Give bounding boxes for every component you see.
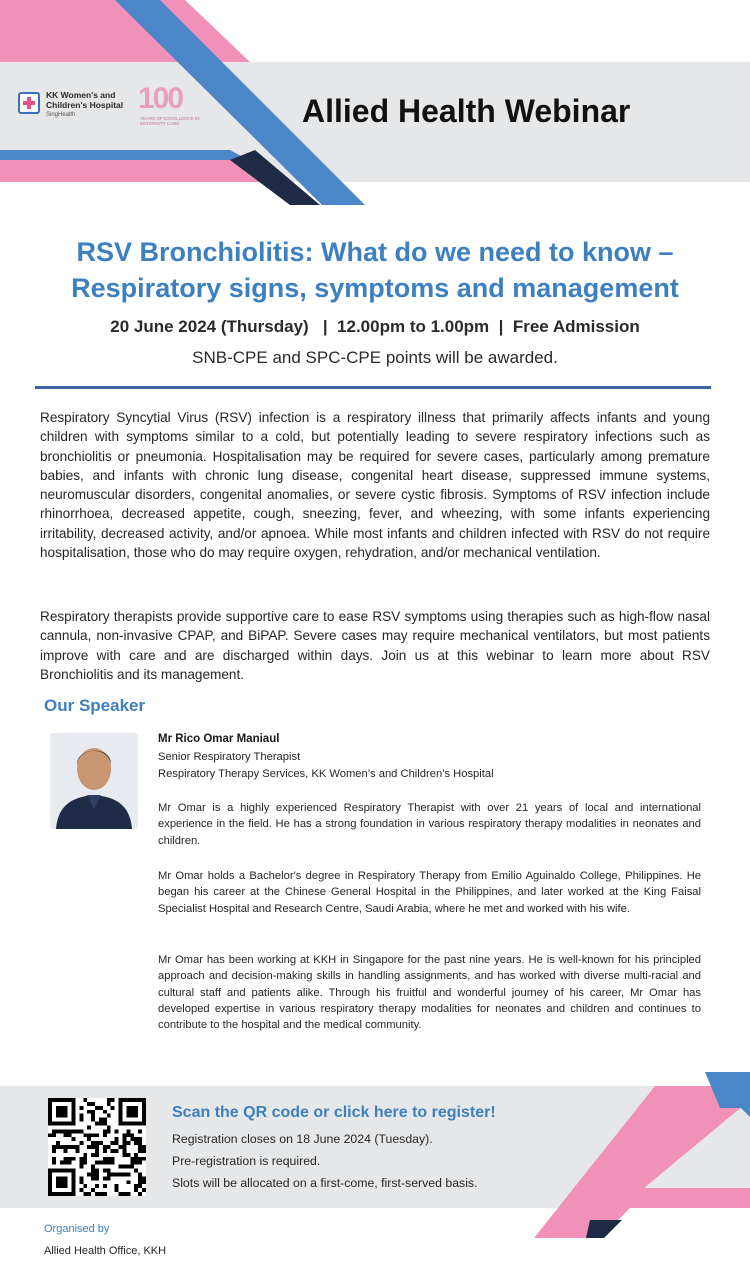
organiser-name: Allied Health Office, KKH (44, 1245, 167, 1257)
centenary-text: YEARS OF EXCELLENCE IN MATERNITY CARE (140, 116, 200, 126)
slots-note: Slots will be allocated on a first-come, first-served basis. (172, 1176, 478, 1190)
register-link[interactable]: Scan the QR code or click here to register! (172, 1104, 496, 1121)
event-title: RSV Bronchiolitis: What do we need to know – Respiratory signs, symptoms and management (71, 237, 679, 303)
footer-decoration (530, 1072, 750, 1238)
speaker-role: Senior Respiratory Therapist (158, 751, 301, 763)
section-divider (35, 386, 711, 389)
intro-paragraph: Respiratory Syncytial Virus (RSV) infection is a respiratory illness that primarily affects infants and young children with symptoms similar to a cold, but potentially leading to severe respiratory infections such as bronchiolitis or pneumonia. Hospitalisation may be required for severe cases, particularly among premature babies, and infants with chronic lung disease, congenital heart disease, suppressed immune systems, neuromuscular disorders, congenital anomalies, or severe cystic fibrosis. Symptoms of RSV infection include rhinorrhoea, decreased appetite, cough, sneezing, fever, and wheezing, with some infants experiencing irritability, decreased activity, and/or apnoea. While most infants and children infected with RSV do not require hospitalisation, those who do may require oxygen, rehydration, and/or mechanical ventilation. (40, 410, 710, 561)
speaker-bio-1: Mr Omar is a highly experienced Respiratory Therapist with over 21 years of local and international experience in the field. He has a strong foundation in various respiratory therapy modalities in neonates and children. (158, 802, 701, 847)
speaker-bio-3: Mr Omar has been working at KKH in Singapore for the past nine years. He is well-known for his principled approach and decision-making skills in handling assignments, and has worked with diverse multi-racial and cultural staff and patients alike. Through his fruitful and wonderful journey of his career, Mr Omar has developed expertise in various respiratory therapy modalities for neonates and children and continues to contribute to the hospital and the medical community. (158, 954, 701, 1032)
centenary-logo (138, 82, 210, 130)
organised-by-label: Organised by (44, 1223, 110, 1235)
therapy-paragraph: Respiratory therapists provide supportive care to ease RSV symptoms using therapies such as high-flow nasal cannula, non-invasive CPAP, and BiPAP. Severe cases may require mechanical ventilators, but most patients improve with care and are discharged within days. Join us at this webinar to learn more about RSV Bronchiolitis and its management. (40, 609, 710, 682)
registration-deadline: Registration closes on 18 June 2024 (Tuesday). (172, 1132, 433, 1146)
speaker-department: Respiratory Therapy Services, KK Women’s and Children’s Hospital (158, 768, 494, 780)
speaker-bio-2: Mr Omar holds a Bachelor's degree in Respiratory Therapy from Emilio Aguinaldo College, Philippines. He began his career at the Chinese General Hospital in the Philippines, and later worked at the King Faisal Specialist Hospital and Research Centre, Saudi Arabia, where he met and worked with his wife. (158, 870, 701, 915)
speaker-photo (50, 733, 138, 829)
kkh-logo (18, 90, 128, 122)
registration-qr-code[interactable] (48, 1098, 146, 1196)
speaker-name: Mr Rico Omar Maniaul (158, 733, 280, 745)
preregistration-note: Pre-registration is required. (172, 1154, 321, 1168)
speaker-heading: Our Speaker (44, 696, 146, 715)
centenary-number: 100 (138, 82, 183, 115)
hospital-name: KK Women's and Children's Hospital (46, 90, 124, 110)
kkh-cross-icon (18, 92, 40, 114)
cpe-points-line: SNB-CPE and SPC-CPE points will be awarded. (192, 348, 558, 367)
event-date-line: 20 June 2024 (Thursday) | 12.00pm to 1.00pm | Free Admission (110, 317, 640, 336)
hospital-group: SingHealth (46, 112, 76, 118)
webinar-title: Allied Health Webinar (302, 93, 631, 129)
